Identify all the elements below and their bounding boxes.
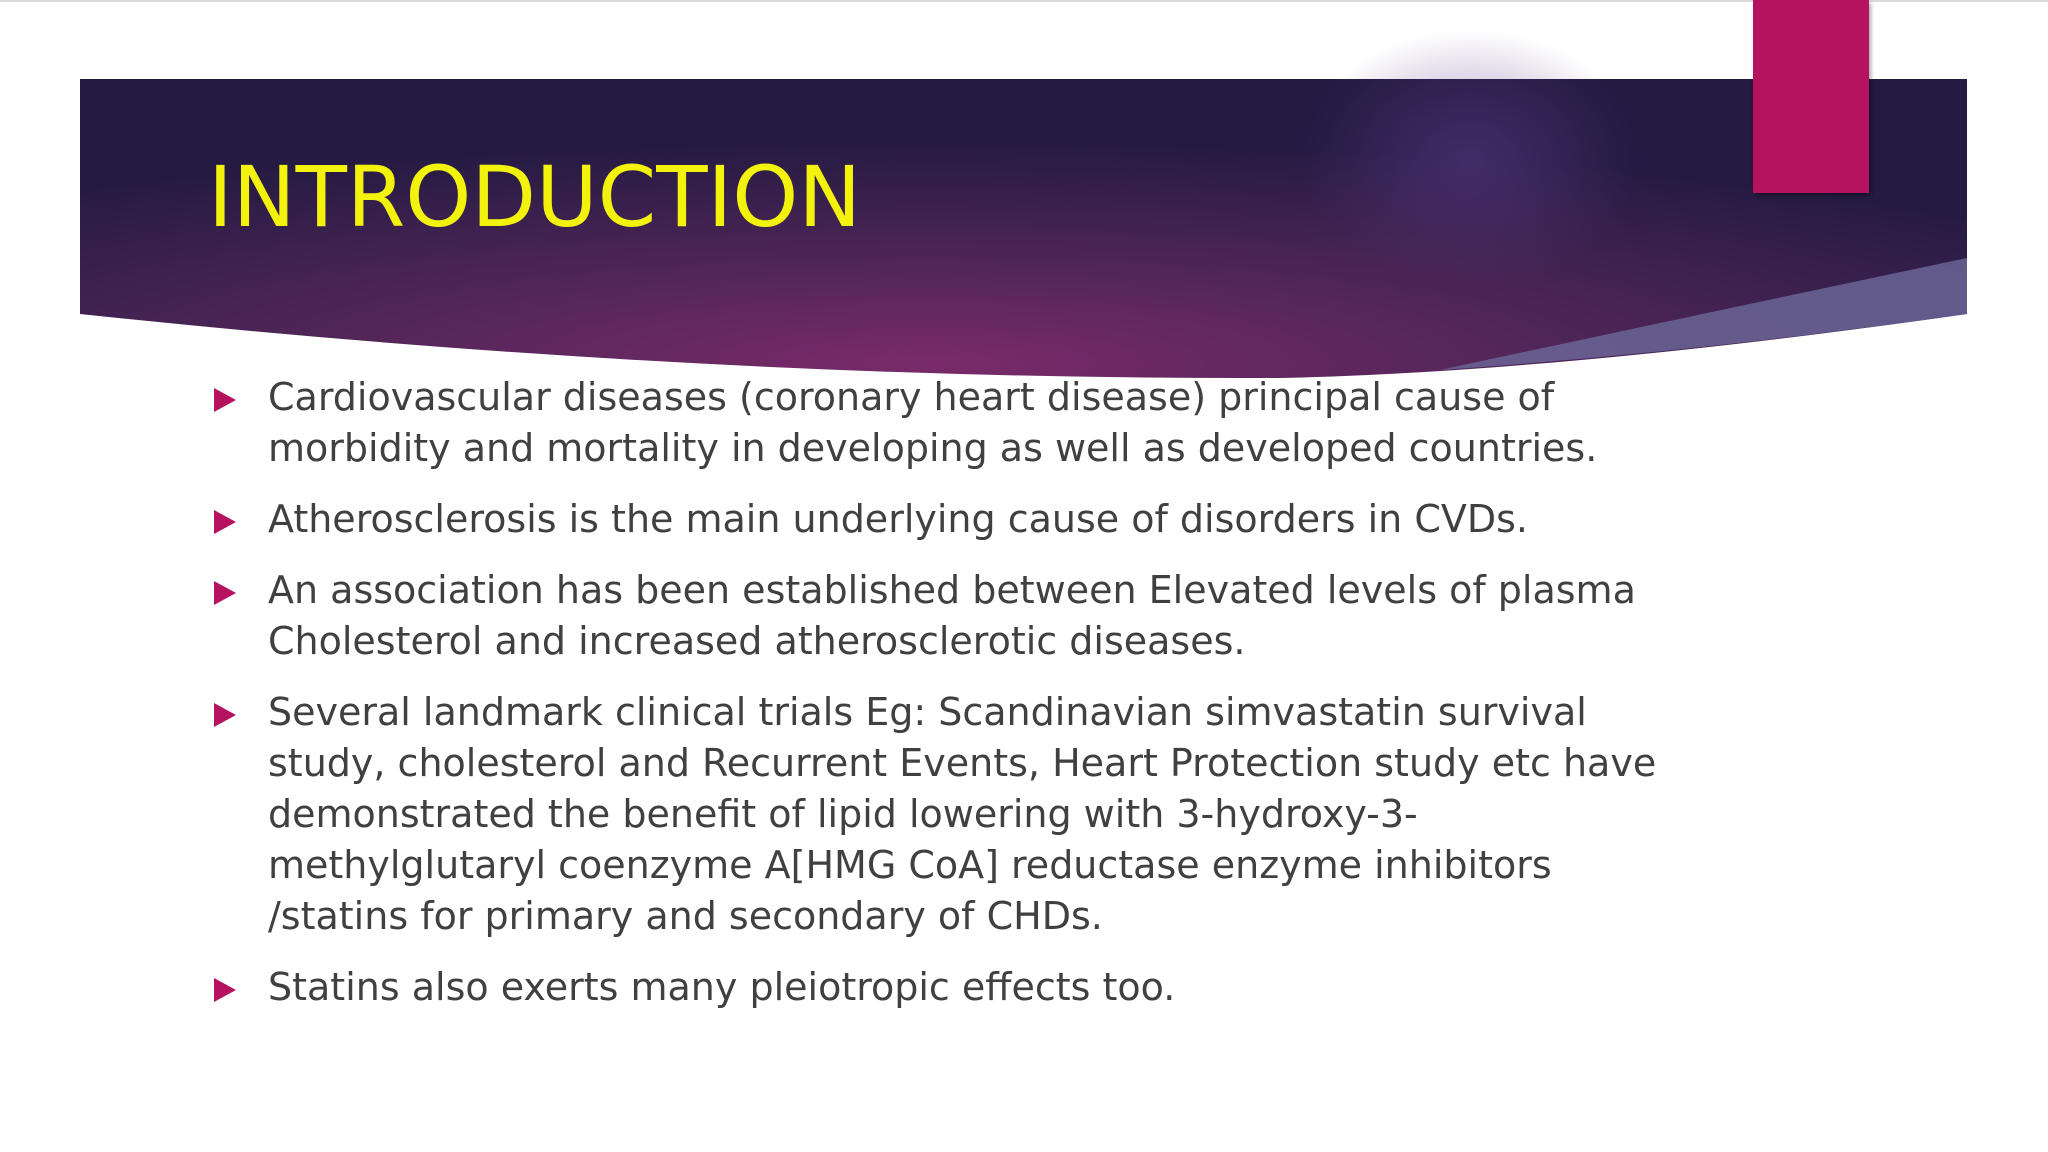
accent-tab (1753, 0, 1869, 193)
bullet-list (210, 372, 1690, 1033)
bullet-text: An association has been established between Elevated levels of plasma Cholesterol and increased atherosclerotic diseases. (268, 568, 1636, 663)
bullet-item (210, 565, 1690, 667)
bullet-item (210, 372, 1690, 474)
bullet-text: Cardiovascular diseases (coronary heart disease) principal cause of morbidity and mortality in developing as well as developed countries. (268, 375, 1598, 470)
bullet-item (210, 962, 1690, 1013)
right-triangle-icon (214, 703, 236, 727)
bullet-text: Atherosclerosis is the main underlying cause of disorders in CVDs. (268, 497, 1528, 541)
slide-title: INTRODUCTION (208, 148, 862, 246)
bullet-item (210, 494, 1690, 545)
bullet-text: Statins also exerts many pleiotropic effects too. (268, 965, 1176, 1009)
bullet-item (210, 687, 1690, 942)
right-triangle-icon (214, 581, 236, 605)
bullet-text: Several landmark clinical trials Eg: Scandinavian simvastatin survival study, cholesterol and Recurrent Events, Heart Protection study etc have demonstrated the benefit of lipid lowering with 3-hydroxy-3-methylglutaryl coenzyme A[HMG CoA] reductase enzyme inhibitors /statins for primary and secondary of CHDs. (268, 690, 1657, 938)
right-triangle-icon (214, 388, 236, 412)
right-triangle-icon (214, 978, 236, 1002)
right-triangle-icon (214, 510, 236, 534)
